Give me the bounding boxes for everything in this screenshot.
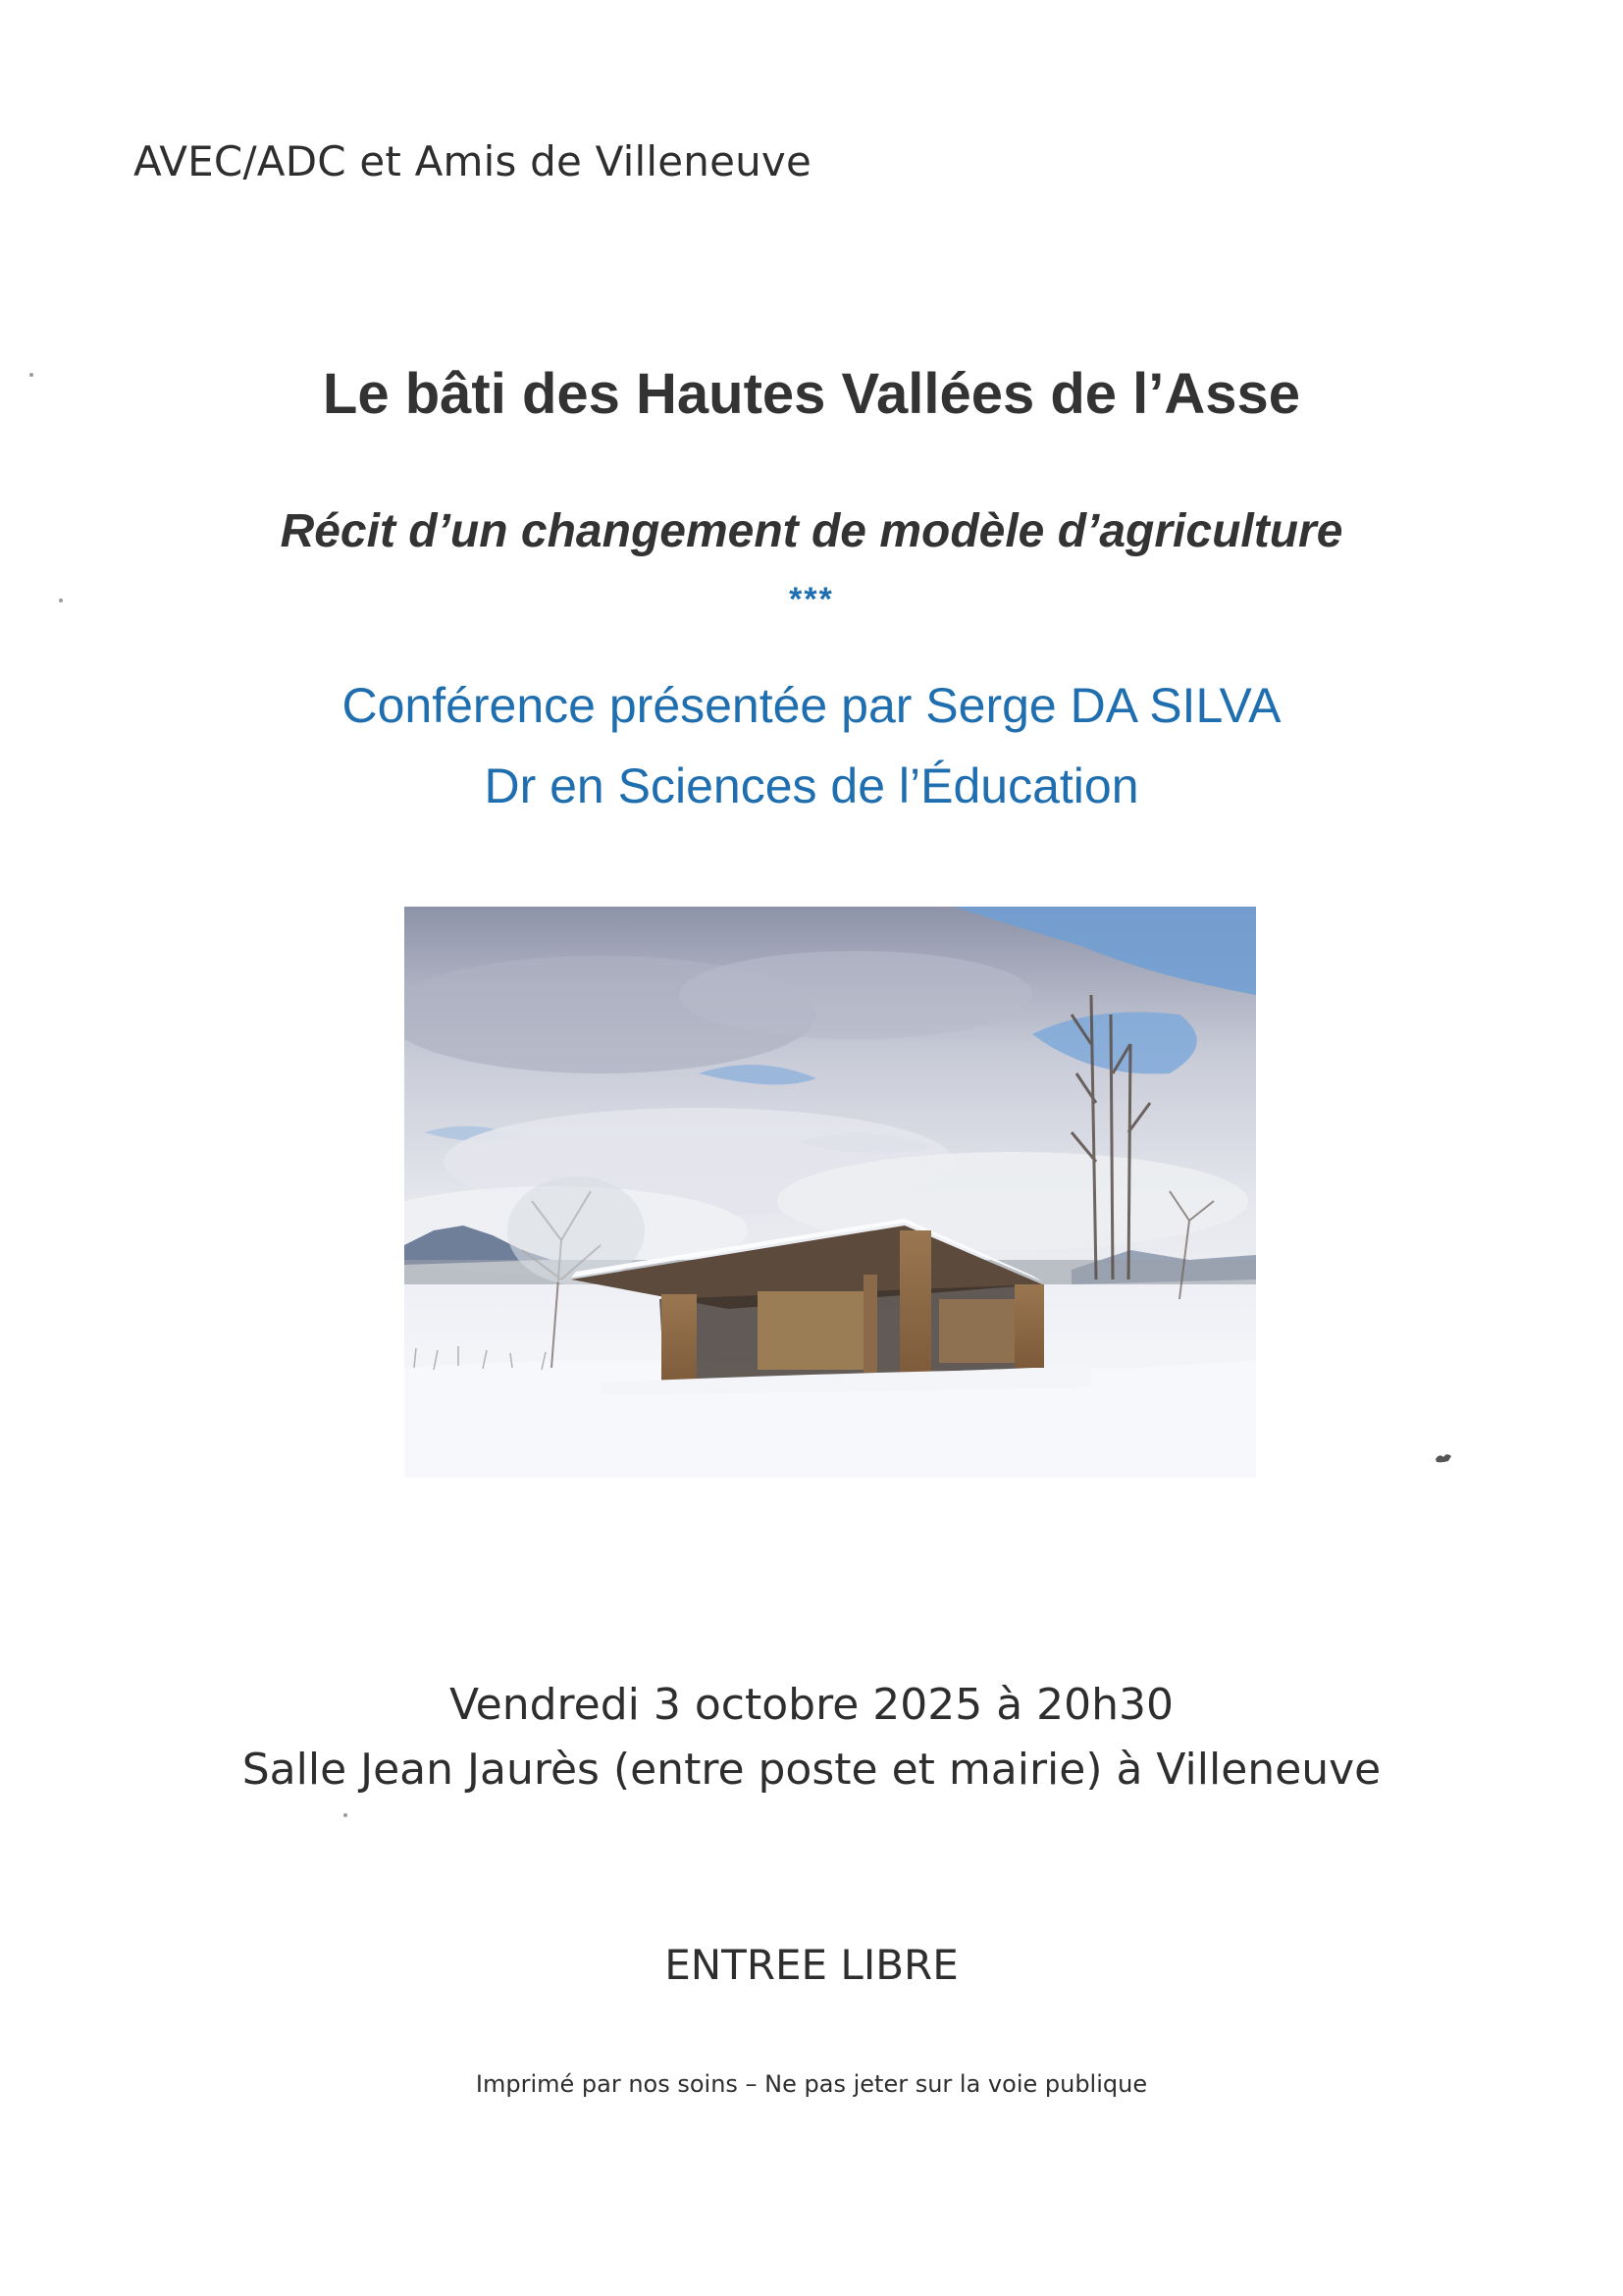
scan-speck [59,599,63,602]
event-subtitle: Récit d’un changement de modèle d’agriculture [280,505,1343,557]
event-venue: Salle Jean Jaurès (entre poste et mairie) à Villeneuve [241,1745,1382,1795]
speaker-credential: Dr en Sciences de l’Éducation [484,758,1139,813]
scan-speck [343,1813,347,1817]
speaker-line: Conférence présentée par Serge DA SILVA [341,678,1282,733]
snowy-barn-photo [404,907,1256,1478]
organizer-line: AVEC/ADC et Amis de Villeneuve [133,137,812,185]
admission-text: ENTREE LIBRE [664,1941,959,1989]
scan-speck [29,373,33,377]
ink-mark-icon [1435,1450,1452,1462]
footer-note: Imprimé par nos soins – Ne pas jeter sur la voie publique [475,2070,1148,2098]
event-title: Le bâti des Hautes Vallées de l’Asse [322,362,1301,426]
separator-stars: *** [789,581,834,618]
event-date-time: Vendredi 3 octobre 2025 à 20h30 [448,1680,1175,1730]
